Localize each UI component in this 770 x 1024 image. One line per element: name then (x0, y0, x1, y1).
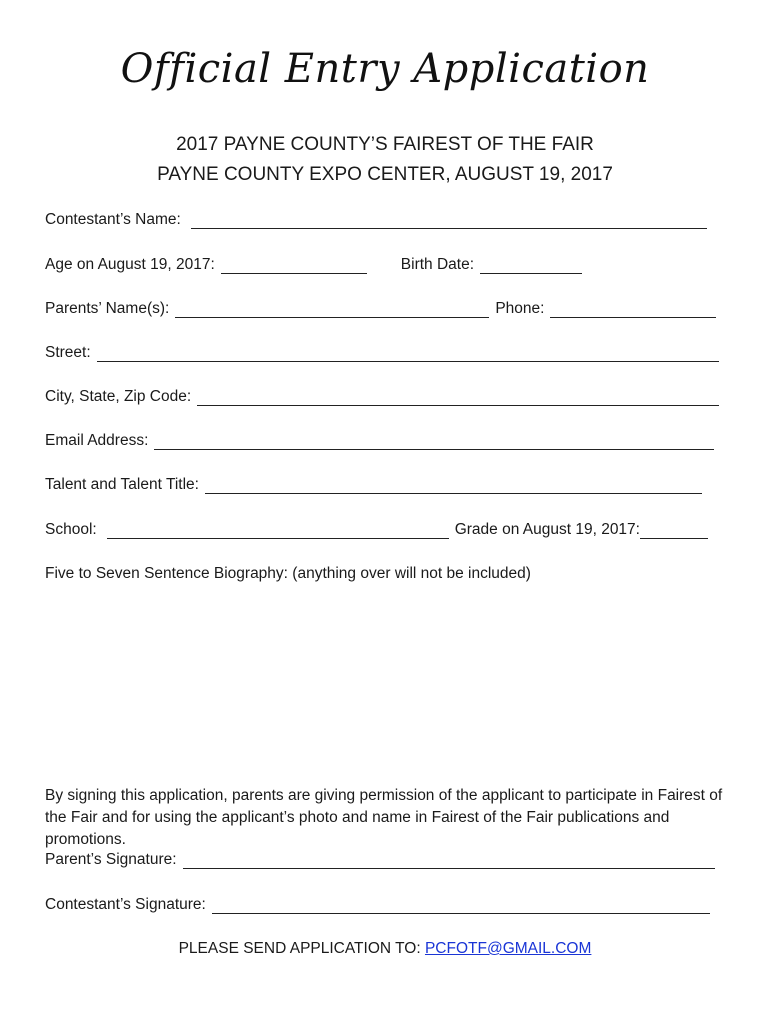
submission-label: PLEASE SEND APPLICATION TO: (178, 940, 421, 957)
grade-label: Grade on August 19, 2017: (454, 521, 640, 538)
school-field[interactable] (107, 524, 449, 539)
city-state-zip-field[interactable] (197, 391, 719, 406)
contestant-name-field[interactable] (191, 214, 707, 229)
school-label: School: (45, 521, 97, 538)
birth-date-label: Birth Date: (400, 256, 475, 273)
contestant-signature-field[interactable] (212, 899, 710, 914)
parent-signature-field[interactable] (183, 854, 715, 869)
phone-label: Phone: (495, 300, 545, 317)
school-grade-row (45, 521, 708, 539)
contestant-signature-row (45, 896, 710, 914)
birth-date-field[interactable] (480, 259, 582, 274)
city-state-zip-label: City, State, Zip Code: (45, 388, 192, 405)
biography-area[interactable] (45, 592, 725, 782)
submission-instructions (0, 940, 770, 958)
email-label: Email Address: (45, 432, 149, 449)
parents-names-field[interactable] (175, 303, 489, 318)
parents-phone-row (45, 300, 716, 318)
parents-names-label: Parents’ Name(s): (45, 300, 170, 317)
biography-row (45, 565, 531, 583)
parent-signature-row (45, 851, 715, 869)
talent-row (45, 476, 702, 494)
age-label: Age on August 19, 2017: (45, 256, 215, 273)
street-label: Street: (45, 344, 91, 361)
biography-label: Five to Seven Sentence Biography: (anything over will not be included) (45, 565, 531, 582)
street-row (45, 344, 719, 362)
event-heading-line1: 2017 PAYNE COUNTY’S FAIREST OF THE FAIR (176, 134, 594, 155)
email-field[interactable] (154, 435, 714, 450)
age-birthdate-row (45, 256, 582, 274)
event-heading-line2: PAYNE COUNTY EXPO CENTER, AUGUST 19, 2017 (157, 164, 613, 185)
email-row (45, 432, 714, 450)
submission-email-link[interactable]: PCFOTF@GMAIL.COM (424, 940, 592, 957)
phone-field[interactable] (550, 303, 716, 318)
contestant-signature-label: Contestant’s Signature: (45, 896, 206, 913)
contestant-name-row (45, 211, 707, 229)
talent-label: Talent and Talent Title: (45, 476, 199, 493)
city-state-zip-row (45, 388, 719, 406)
grade-field[interactable] (640, 524, 708, 539)
age-field[interactable] (221, 259, 367, 274)
consent-paragraph: By signing this application, parents are giving permission of the applicant to participate in Fairest of the Fair and for using the applicant’s photo and name in Fairest of the Fair publications and promotions. (45, 787, 723, 848)
parent-signature-label: Parent’s Signature: (45, 851, 177, 868)
form-title: Official Entry Application (120, 46, 650, 92)
contestant-name-label: Contestant’s Name: (45, 211, 181, 228)
talent-field[interactable] (205, 479, 702, 494)
street-field[interactable] (97, 347, 719, 362)
